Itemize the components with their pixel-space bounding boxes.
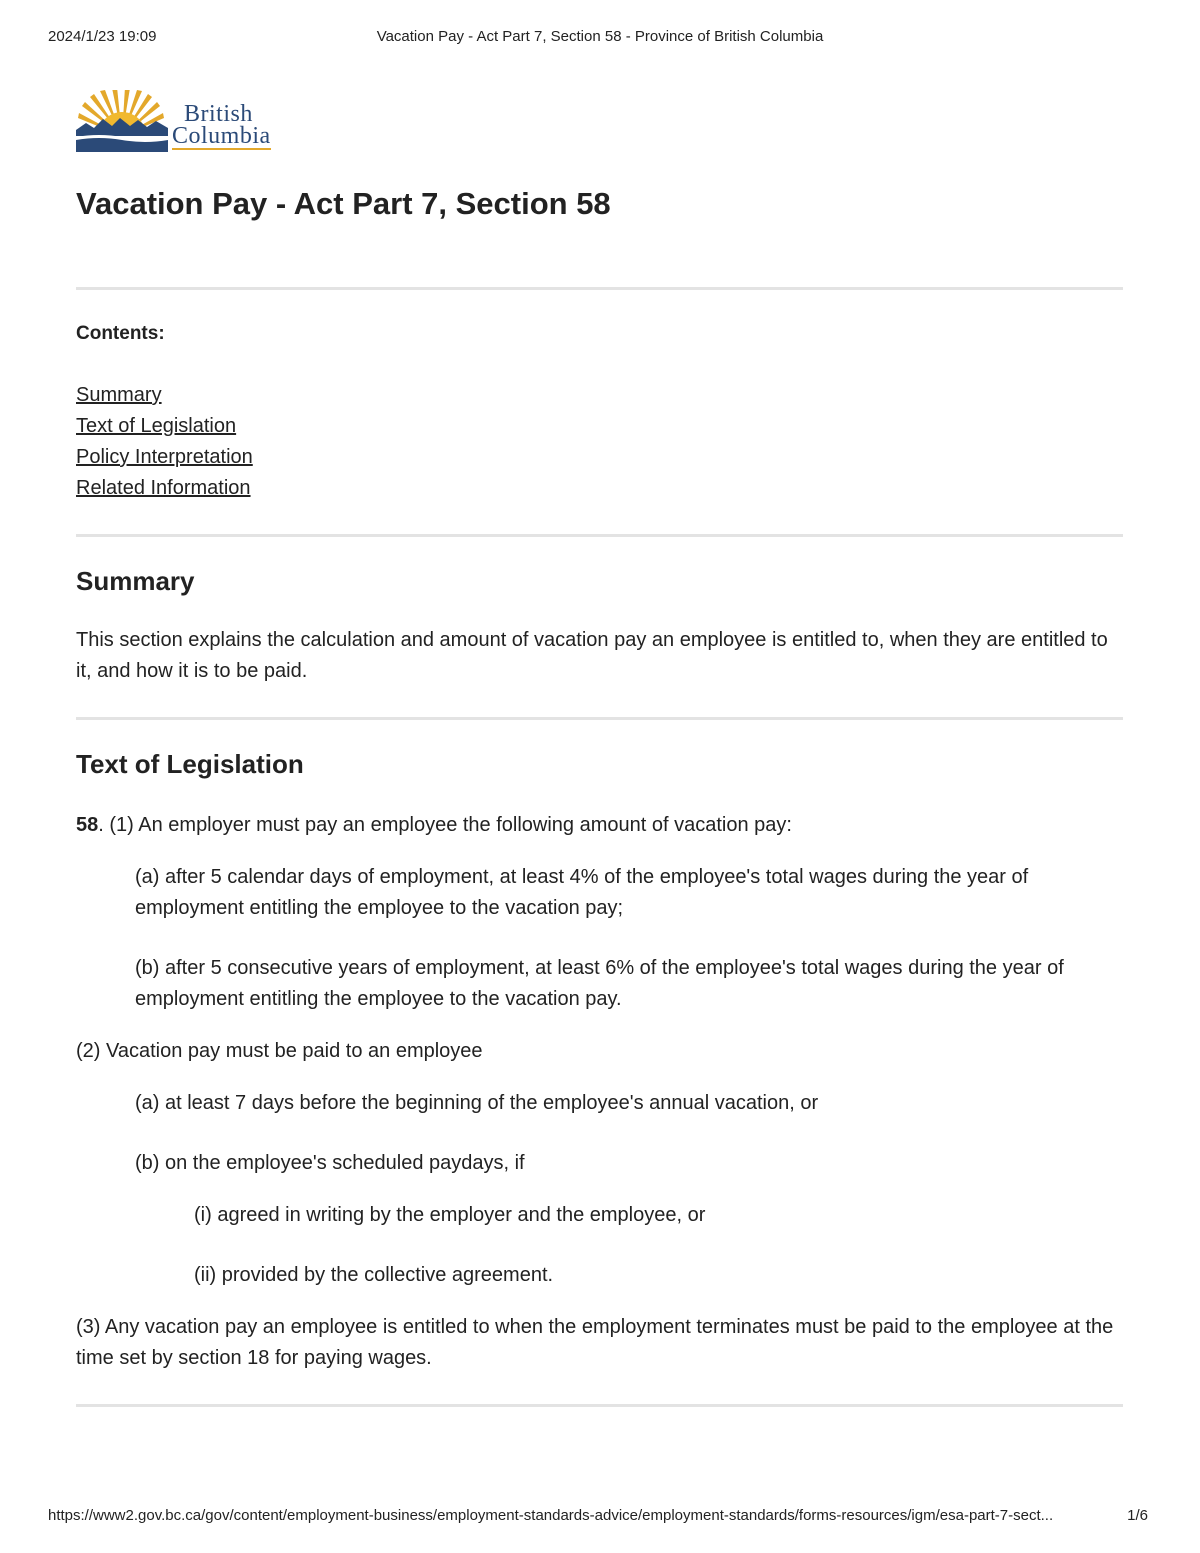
divider [76, 287, 1123, 290]
divider [76, 1404, 1123, 1407]
legislation-subsection-1 [76, 810, 1123, 841]
legislation-heading: Text of Legislation [76, 749, 304, 779]
subsection-3: (3) Any vacation pay an employee is entitled to when the employment terminates must be paid to the employee at the time set by section 18 for paying wages. [76, 1316, 1114, 1369]
section-number: 58 [76, 814, 99, 836]
page-title: Vacation Pay - Act Part 7, Section 58 [76, 186, 611, 221]
toc-link-text-of-legislation[interactable]: Text of Legislation [76, 415, 237, 437]
print-datetime: 2024/1/23 19:09 [48, 28, 157, 45]
subsection-2-clause-b: (b) on the employee's scheduled paydays, if [135, 1152, 525, 1174]
print-document-title: Vacation Pay - Act Part 7, Section 58 - Province of British Columbia [376, 28, 824, 45]
bc-logo[interactable] [76, 88, 1123, 154]
bc-sun-mountains-logo-icon [76, 90, 168, 152]
toc-link-policy-interpretation[interactable]: Policy Interpretation [76, 446, 253, 468]
main-content [76, 88, 1123, 1407]
toc-link-related-information[interactable]: Related Information [76, 477, 251, 499]
divider [76, 717, 1123, 720]
logo-line-british: British [184, 100, 253, 127]
subsection-1-clause-a: (a) after 5 calendar days of employment, at least 4% of the employee's total wages during the year of employment entitling the employee to the vacation pay; [135, 866, 1029, 919]
toc-link-summary[interactable]: Summary [76, 384, 162, 406]
logo-line-columbia: Columbia [172, 122, 271, 149]
subsection-1-clause-b: (b) after 5 consecutive years of employment, at least 6% of the employee's total wages during the year of employment entitling the employee to the vacation pay. [135, 957, 1064, 1010]
subsection-1-intro: . (1) An employer must pay an employee the following amount of vacation pay: [98, 814, 792, 836]
subsection-2-clause-b-i: (i) agreed in writing by the employer and the employee, or [194, 1204, 706, 1226]
contents-label: Contents: [76, 323, 165, 344]
print-page-number: 1/6 [1127, 1507, 1148, 1524]
bc-logo-wordmark [172, 100, 271, 150]
summary-text: This section explains the calculation and amount of vacation pay an employee is entitled to, when they are entitled to it, and how it is to be paid. [76, 629, 1108, 682]
summary-heading: Summary [76, 566, 195, 596]
print-header [48, 28, 1152, 48]
table-of-contents [76, 380, 1123, 504]
subsection-2-intro: (2) Vacation pay must be paid to an employee [76, 1040, 483, 1062]
subsection-2-clause-a: (a) at least 7 days before the beginning of the employee's annual vacation, or [135, 1092, 819, 1114]
divider [76, 534, 1123, 537]
print-footer [48, 1507, 1152, 1527]
subsection-2-clause-b-ii: (ii) provided by the collective agreement. [194, 1264, 554, 1286]
print-page-url: https://www2.gov.bc.ca/gov/content/employment-business/employment-standards-advice/employment-standards/forms-resources/igm/esa-part-7-sect... [48, 1507, 1054, 1524]
